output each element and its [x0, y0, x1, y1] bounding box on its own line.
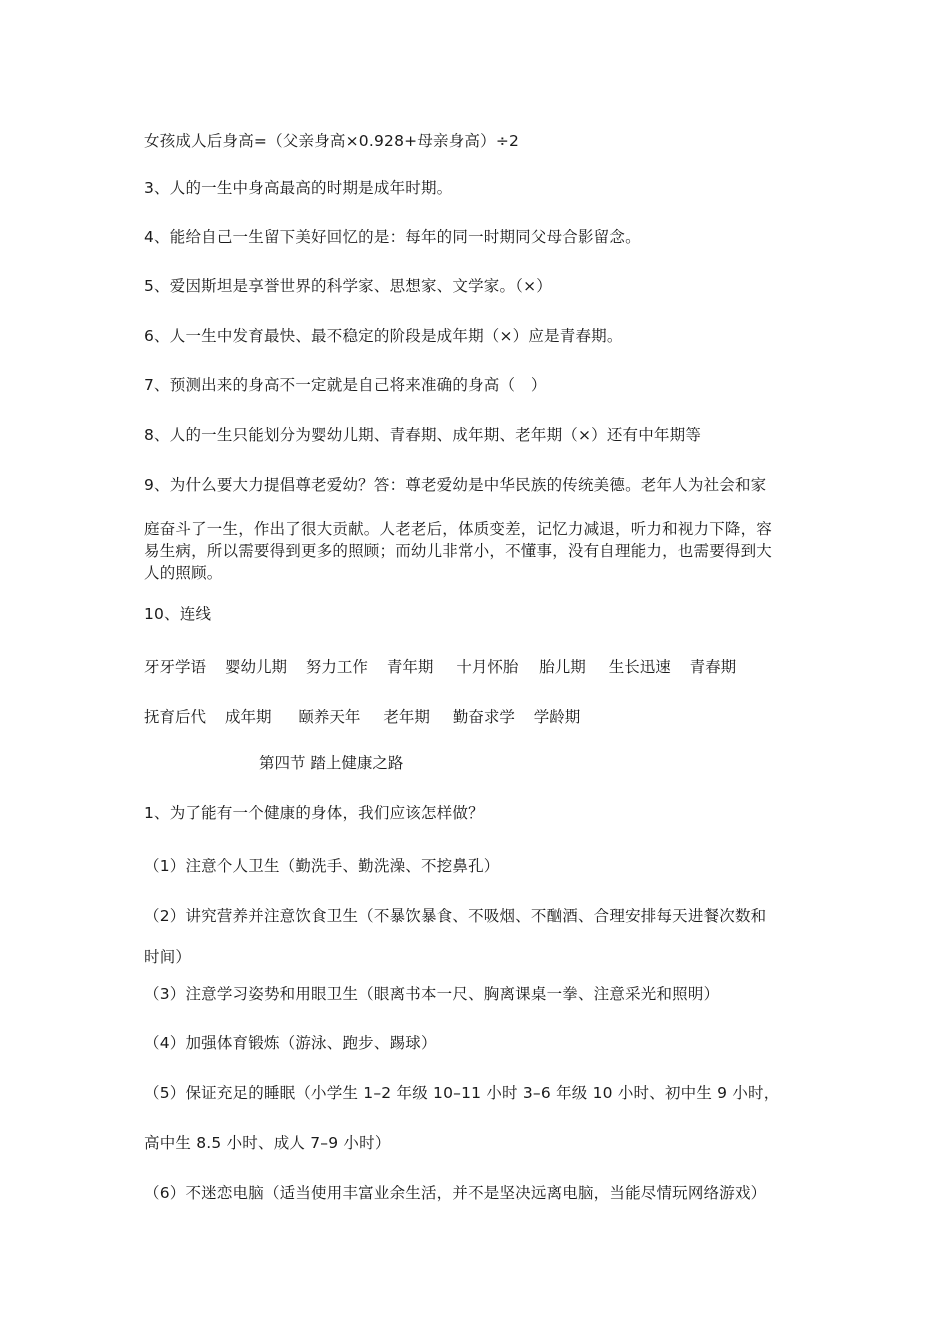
question-9-answer — [144, 518, 814, 584]
health-item-2-line-1: （2）讲究营养并注意饮食卫生（不暴饮暴食、不吸烟、不酗酒、合理安排每天进餐次数和 — [144, 907, 767, 925]
question-9-line-1: 9、为什么要大力提倡尊老爱幼？答：尊老爱幼是中华民族的传统美德。老年人为社会和家 — [144, 476, 767, 494]
match-item: 努力工作 — [305, 658, 368, 676]
match-item: 婴幼儿期 — [224, 658, 287, 676]
question-8: 8、人的一生只能划分为婴幼儿期、青春期、成年期、老年期（×）还有中年期等 — [144, 426, 702, 444]
question-9-line-4: 人的照顾。 — [144, 564, 223, 582]
match-row-2 — [144, 706, 580, 728]
match-item: 青年期 — [386, 658, 434, 676]
health-item-5-line-2: 高中生 8.5 小时、成人 7–9 小时） — [144, 1134, 391, 1152]
match-item: 十月怀胎 — [456, 658, 519, 676]
question-5: 5、爱因斯坦是享誉世界的科学家、思想家、文学家。（×） — [144, 277, 553, 295]
question-9-line-2: 庭奋斗了一生，作出了很大贡献。人老老后，体质变差，记忆力减退，听力和视力下降，容 — [144, 520, 773, 538]
match-item: 颐养天年 — [298, 708, 361, 726]
match-item: 学龄期 — [533, 708, 581, 726]
question-7: 7、预测出来的身高不一定就是自己将来准确的身高（ ） — [144, 376, 547, 394]
match-item: 青春期 — [689, 658, 737, 676]
question-9-line-3: 易生病，所以需要得到更多的照顾；而幼儿非常小，不懂事，没有自理能力，也需要得到大 — [144, 542, 773, 560]
question-4: 4、能给自己一生留下美好回忆的是：每年的同一时期同父母合影留念。 — [144, 228, 641, 246]
health-question-1: 1、为了能有一个健康的身体，我们应该怎样做？ — [144, 804, 484, 822]
match-item: 成年期 — [224, 708, 272, 726]
match-item: 胎儿期 — [539, 658, 586, 676]
match-item: 生长迅速 — [608, 658, 671, 676]
formula-line: 女孩成人后身高=（父亲身高×0.928+母亲身高）÷2 — [144, 132, 520, 150]
match-row-1 — [144, 656, 736, 678]
health-item-6: （6）不迷恋电脑（适当使用丰富业余生活，并不是坚决远离电脑，当能尽情玩网络游戏） — [144, 1184, 767, 1202]
question-3: 3、人的一生中身高最高的时期是成年时期。 — [144, 179, 453, 197]
match-item: 抚育后代 — [144, 708, 207, 726]
match-item: 牙牙学语 — [144, 658, 207, 676]
health-item-5-line-1: （5）保证充足的睡眠（小学生 1–2 年级 10–11 小时 3–6 年级 10 小时、初中生 9 小时， — [144, 1084, 780, 1102]
match-item: 勤奋求学 — [452, 708, 515, 726]
health-item-1: （1）注意个人卫生（勤洗手、勤洗澡、不挖鼻孔） — [144, 857, 500, 875]
question-6: 6、人一生中发育最快、最不稳定的阶段是成年期（×）应是青春期。 — [144, 327, 623, 345]
health-item-2-line-2: 时间） — [144, 948, 192, 966]
health-item-3: （3）注意学习姿势和用眼卫生（眼离书本一尺、胸离课桌一拳、注意采光和照明） — [144, 985, 720, 1003]
question-10: 10、连线 — [144, 605, 212, 623]
section-title: 第四节 踏上健康之路 — [259, 754, 404, 772]
health-item-4: （4）加强体育锻炼（游泳、跑步、踢球） — [144, 1034, 437, 1052]
match-item: 老年期 — [383, 708, 430, 726]
